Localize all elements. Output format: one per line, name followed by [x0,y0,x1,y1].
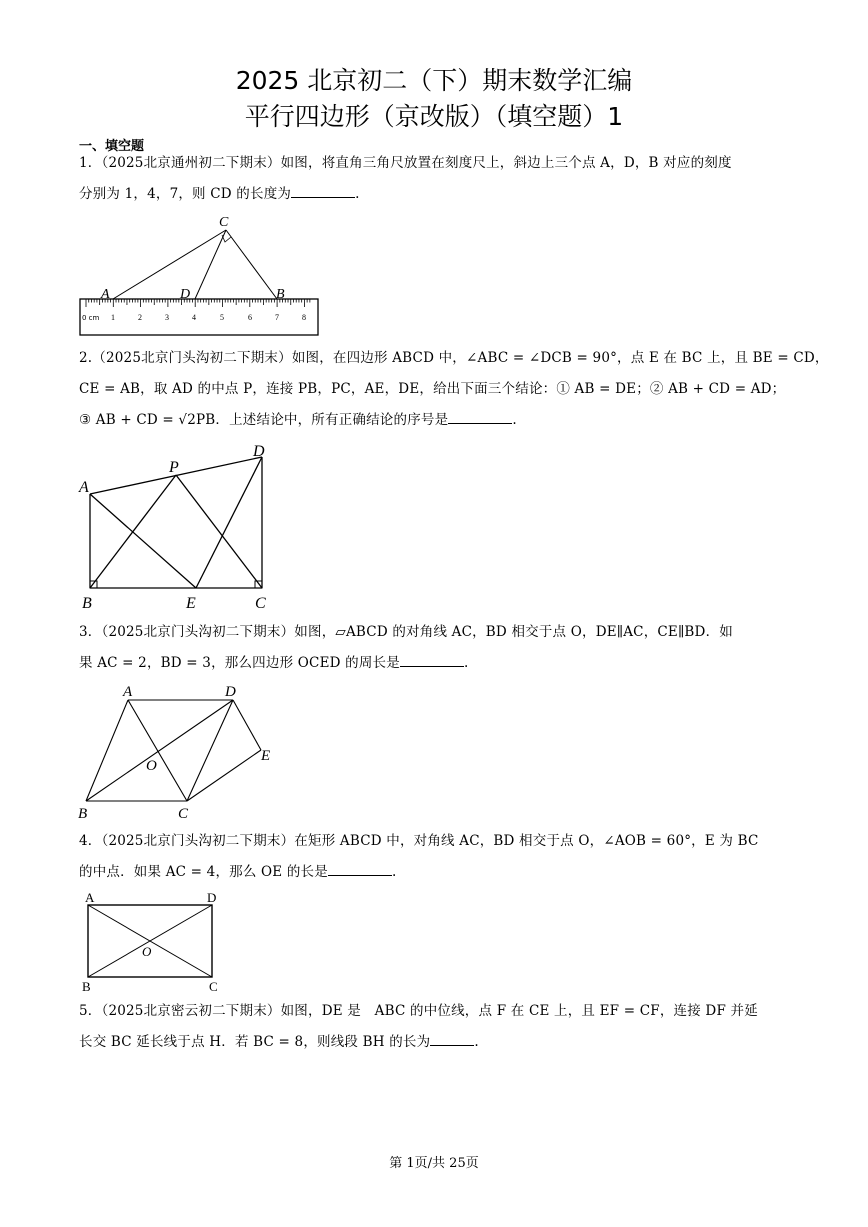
label-a: A [123,684,133,700]
answer-blank [328,861,392,876]
ruler-number: 6 [248,313,252,322]
label-c: C [219,215,229,230]
segment-pb [90,475,176,588]
segment-ae [90,494,196,588]
question-2 [79,343,829,436]
ruler [80,299,318,335]
page-footer: 第 1页/共 25页 [389,1156,479,1171]
question-1 [79,148,791,210]
question-2-line-2: CE = AB，取 AD 的中点 P，连接 PB，PC，AE，DE，给出下面三个结论：① AB = DE；② AB + CD = AD； [79,381,786,397]
question-3-line-1: 3．（2025北京门头沟初二下期末）如图，▱ABCD 的对角线 AC，BD 相交于点 O，DE∥AC，CE∥BD．如 [79,624,733,640]
answer-blank [430,1031,474,1046]
question-4 [79,826,791,888]
label-b: B [82,595,92,612]
ruler-number: 8 [302,313,306,322]
question-1-line-1: 1．（2025北京通州初二下期末）如图，将直角三角尺放置在刻度尺上，斜边上三个点 A，D，B 对应的刻度 [79,155,732,171]
answer-blank [291,183,355,198]
answer-blank [400,652,464,667]
segment-de [233,700,261,750]
ruler-numbers [82,313,306,322]
segment-cd [195,230,226,299]
figure-q3-parallelogram [76,680,286,825]
label-d: D [253,443,265,460]
label-a: A [101,287,110,302]
question-5-line-1: 5．（2025北京密云初二下期末）如图，DE 是 ABC 的中位线，点 F 在 CE 上，且 EF = CF，连接 DF 并延 [79,1003,758,1019]
segment-ab [86,700,128,801]
segment-cb [226,230,277,299]
label-a: A [85,890,95,905]
label-b: B [82,979,91,994]
question-3-line-2: 果 AC = 2，BD = 3，那么四边形 OCED 的周长是 . [79,648,791,679]
label-c: C [255,595,266,612]
ruler-unit: 0 cm [82,314,100,322]
label-c: C [209,979,218,994]
figure-q1-ruler-triangle [76,210,326,340]
answer-blank [448,409,512,424]
section-heading: 一、填空题 [79,139,145,154]
ruler-number: 3 [165,313,169,322]
title-line-2: 平行四边形（京改版）（填空题）1 [244,102,624,131]
question-3 [79,617,791,679]
question-2-line-1: 2.（2025北京门头沟初二下期末）如图，在四边形 ABCD 中，∠ABC = ∠DCB = 90°，点 E 在 BC 上，且 BE = CD， [79,350,829,366]
diagonal-ac [128,700,187,801]
figure-q4-rectangle [76,888,236,996]
label-c: C [178,806,189,822]
segment-de [196,457,262,588]
question-2-line-3: ③ AB + CD = √2PB．上述结论中，所有正确结论的序号是 . [79,405,791,436]
label-o: O [142,944,152,959]
label-p: P [169,459,179,476]
question-1-line-2: 分别为 1，4，7，则 CD 的长度为 . [79,179,791,210]
label-a: A [79,479,89,496]
question-4-line-2: 的中点．如果 AC = 4，那么 OE 的长是 . [79,857,791,888]
label-e: E [186,595,196,612]
title-line-1: 2025 北京初二（下）期末数学汇编 [235,66,633,95]
ruler-number: 2 [138,313,142,322]
label-e: E [261,748,271,764]
label-d: D [207,890,217,905]
label-b: B [78,806,88,822]
label-d: D [180,287,191,302]
ruler-number: 7 [275,313,279,322]
question-5-line-2: 长交 BC 延长线于点 H．若 BC = 8，则线段 BH 的长为 . [79,1027,791,1058]
label-b: B [276,287,285,302]
label-d: D [225,684,236,700]
segment-pc [176,475,262,588]
question-4-line-1: 4．（2025北京门头沟初二下期末）在矩形 ABCD 中，对角线 AC，BD 相交于点 O，∠AOB = 60°，E 为 BC [79,833,759,849]
segment-ac [113,230,226,299]
figure-q2-quadrilateral [76,440,286,615]
label-o: O [146,758,157,774]
ruler-number: 1 [111,313,115,322]
diagonal-bd [86,700,233,801]
ruler-number: 4 [192,313,196,322]
question-5 [79,996,791,1058]
ruler-number: 5 [220,313,224,322]
